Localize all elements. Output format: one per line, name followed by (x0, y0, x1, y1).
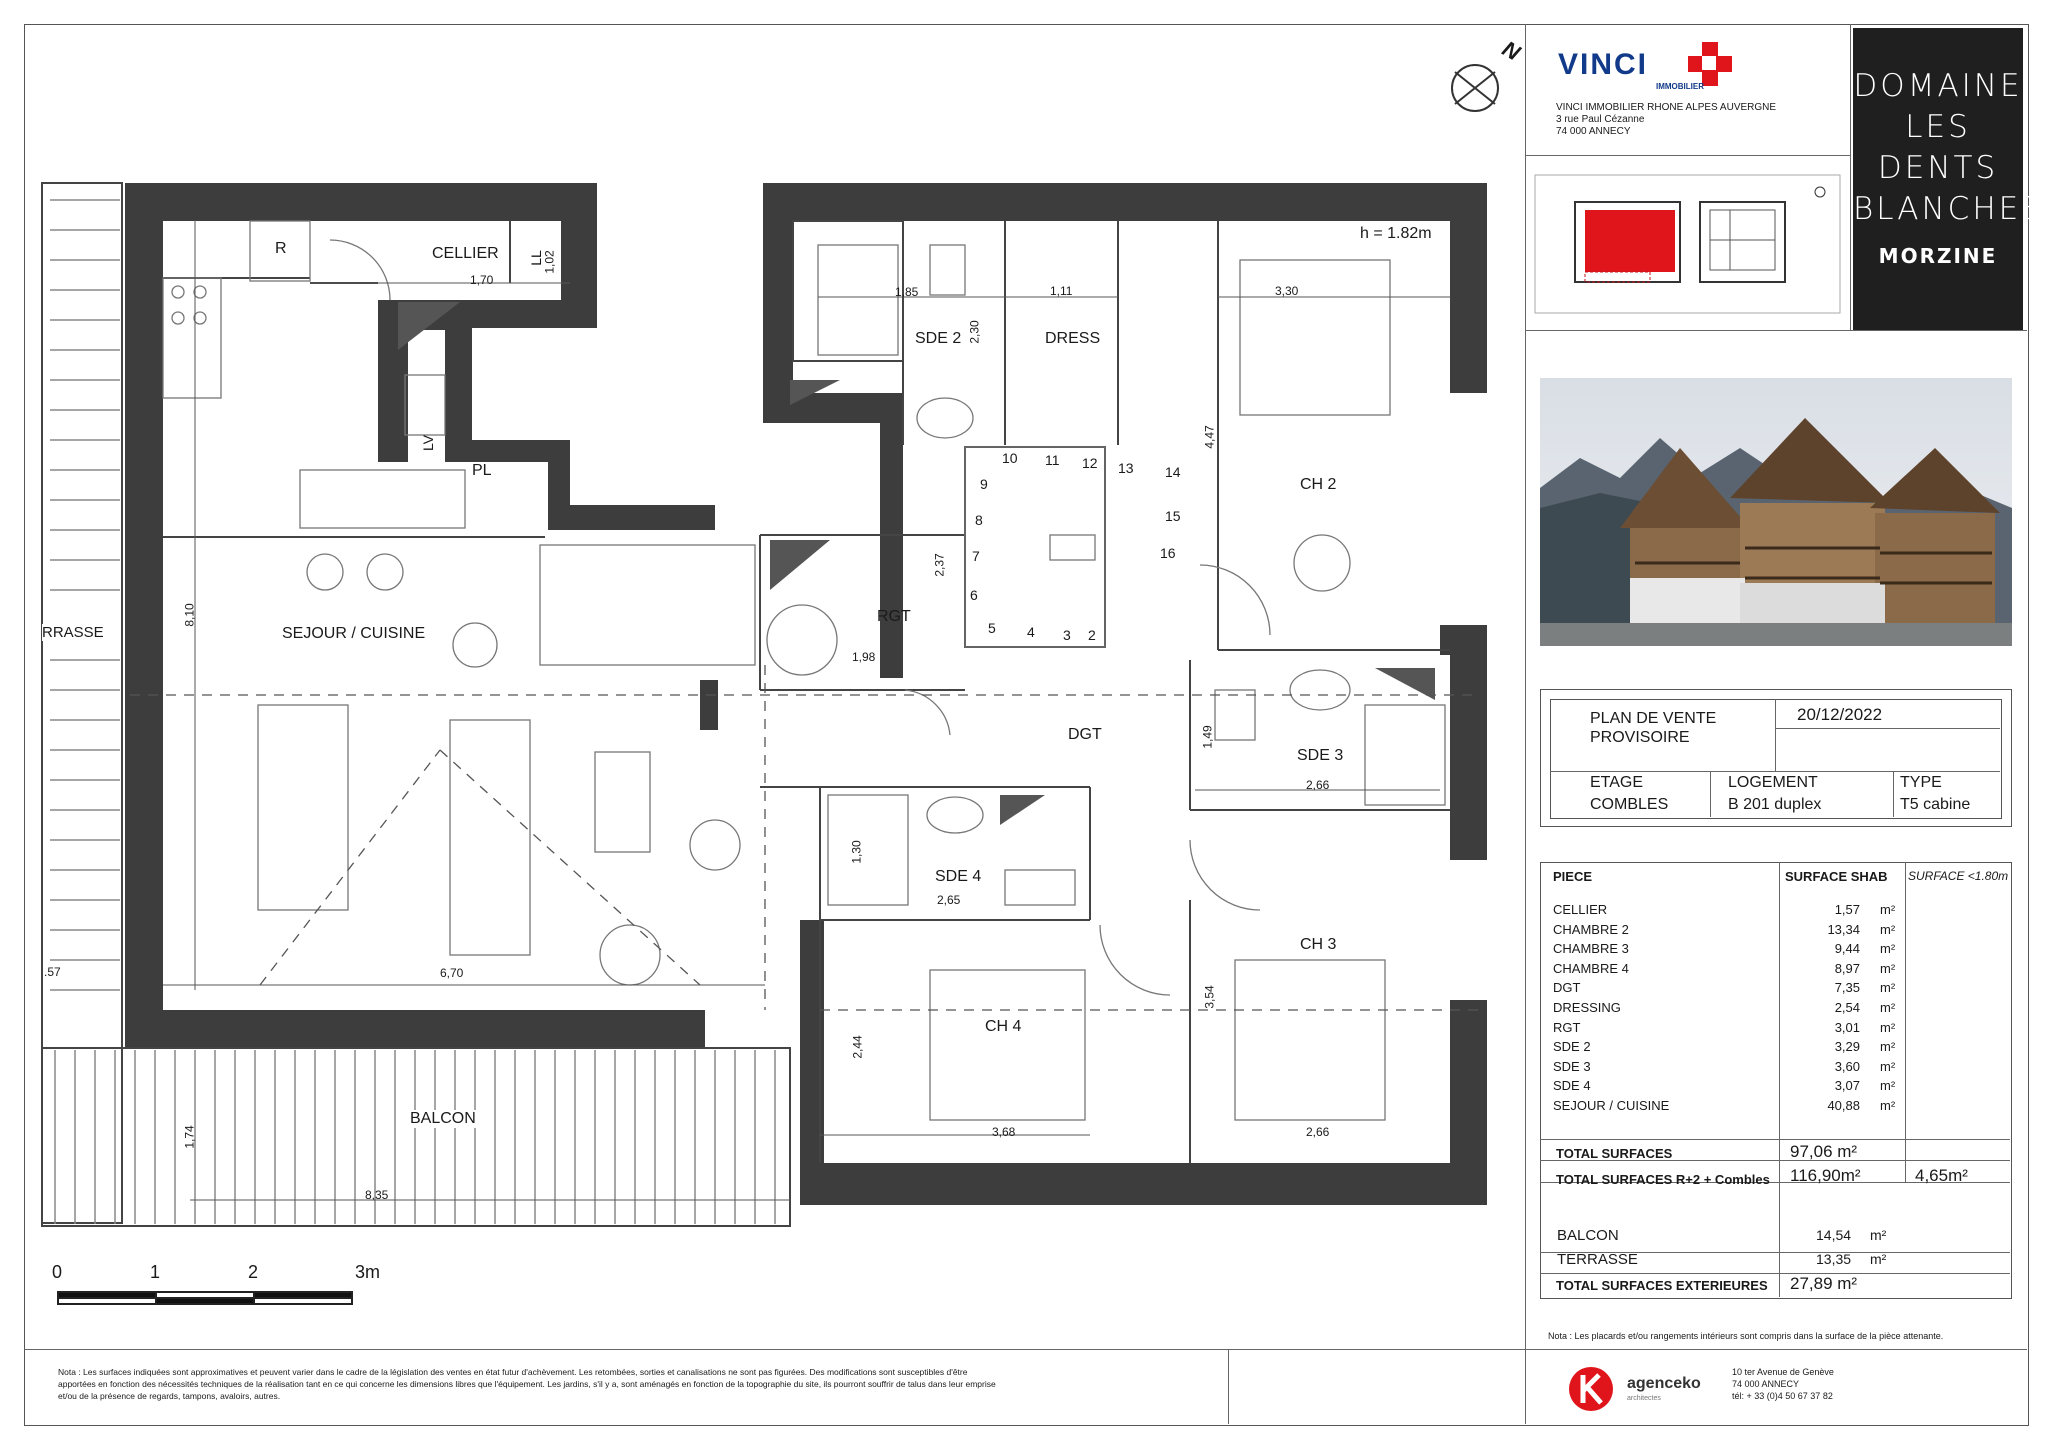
terrasse-unit: m² (1870, 1251, 1887, 1267)
footer-split (1228, 1349, 1229, 1424)
surfaces-col-line (1905, 862, 1906, 1182)
stair-step-number: 14 (1165, 464, 1181, 480)
scale-label: 1 (150, 1262, 161, 1282)
surface-room-value: 9,44 (1834, 941, 1860, 957)
surfaces-header-low: SURFACE <1.80m (1908, 869, 2009, 883)
type-label: TYPE (1900, 774, 1942, 791)
surface-room-value: 3,01 (1834, 1019, 1860, 1035)
cupboard-note: Nota : Les placards et/ou rangements intérieurs sont compris dans la surface de la pièce attenante. (1548, 1331, 1944, 1341)
room-label-dgt: DGT (1068, 726, 1102, 743)
developer-address-line: 3 rue Paul Cézanne (1556, 114, 1645, 125)
stair-step-number: 15 (1165, 508, 1181, 524)
stair-step-number: 7 (972, 548, 980, 564)
surface-room-unit: m² (1880, 1058, 1896, 1074)
surface-room-value: 1,57 (1834, 902, 1860, 917)
stair-step-number: 16 (1160, 545, 1176, 561)
dim-label: 3,68 (992, 1125, 1016, 1139)
surface-room-unit: m² (1880, 1078, 1896, 1094)
vinci-logo (1558, 48, 1704, 91)
room-label-sejour: SEJOUR / CUISINE (282, 625, 426, 642)
floor-value: COMBLES (1590, 796, 1669, 813)
surface-room-unit: m² (1880, 1039, 1896, 1055)
dim-label: 1,74 (182, 1125, 197, 1149)
vinci-cross-icon (1686, 42, 1734, 86)
surface-room-name: DGT (1553, 980, 1581, 996)
surfaces-header-room: PIECE (1553, 869, 1593, 884)
sale-plan-date-line (1775, 728, 2000, 729)
surface-room-unit: m² (1880, 902, 1896, 917)
stair-step-number: 12 (1082, 455, 1098, 471)
dim-label: 1,11 (1050, 284, 1073, 298)
dim-label: 8,35 (365, 1188, 389, 1202)
dim-label: 1,98 (852, 650, 876, 664)
balcon-value: 14,54 (1816, 1227, 1852, 1243)
room-label-rgt: RGT (877, 608, 911, 625)
stair-step-number: 4 (1027, 624, 1035, 640)
architect-address-line: tél: + 33 (0)4 50 67 37 82 (1732, 1391, 1833, 1401)
scale-label: 0 (52, 1262, 63, 1282)
surface-room-value: 2,54 (1834, 1000, 1860, 1015)
surface-room-name: CHAMBRE 4 (1553, 960, 1629, 976)
north-arrow (1452, 65, 1498, 111)
ceiling-height-note: h = 1.82m (1360, 225, 1432, 242)
floor-label: ETAGE (1590, 774, 1644, 791)
vinci-logo-text: VINCI (1558, 48, 1649, 81)
stair-step-number: 5 (988, 620, 996, 636)
room-label-ch4: CH 4 (985, 1018, 1022, 1035)
sale-plan-row-line (1550, 771, 2000, 772)
room-label-dress: DRESS (1045, 330, 1101, 347)
architect-address-line: 74 000 ANNECY (1732, 1379, 1800, 1389)
dim-label: 2,66 (1306, 778, 1330, 792)
sale-plan-col-line (1893, 771, 1894, 817)
developer-address-line: VINCI IMMOBILIER RHONE ALPES AUVERGNE (1556, 102, 1777, 113)
dim-label: 4,47 (1202, 425, 1217, 449)
building-rendering (1540, 378, 2012, 646)
scale-label: 2 (248, 1262, 259, 1282)
dim-label: 1,70 (470, 273, 494, 287)
sale-plan-title: PLAN DE VENTE (1590, 710, 1717, 727)
surfaces-col-line (1779, 862, 1780, 1297)
surfaces-row-line (1540, 1273, 2010, 1274)
agenceko-logo-icon (1567, 1365, 1615, 1413)
project-name-line: BLANCHES (1853, 191, 2044, 227)
architect-address-line: 10 ter Avenue de Genève (1732, 1367, 1834, 1377)
surface-room-value: 13,34 (1827, 921, 1860, 937)
thumb-row-divider (1525, 330, 2027, 331)
project-name-line: DOMAINE (1853, 68, 2023, 104)
project-name-line: LES DENTS (1877, 109, 1999, 186)
surface-room-unit: m² (1880, 980, 1896, 996)
ext-surfaces-label: TOTAL SURFACES EXTERIEURES (1556, 1278, 1768, 1293)
terrasse-label: TERRASSE (1557, 1251, 1638, 1268)
location-key-plan (1530, 170, 1848, 320)
disclaimer-line: et/ou de la présence de regards, tampons, avaloirs, autres. (58, 1391, 281, 1401)
shafts (398, 302, 1435, 825)
surface-room-unit: m² (1880, 1019, 1896, 1035)
surfaces-header-shab: SURFACE SHAB (1785, 869, 1888, 884)
stair-step-number: 3 (1063, 627, 1071, 643)
terrasse-value: 13,35 (1816, 1251, 1852, 1267)
scale-bar (58, 1292, 352, 1304)
surface-room-name: CELLIER (1553, 902, 1608, 917)
scale-label: 3m (355, 1262, 381, 1282)
dim-label: .57 (44, 965, 61, 979)
balcon-unit: m² (1870, 1227, 1887, 1243)
surface-room-unit: m² (1880, 1000, 1896, 1015)
balcon-label: BALCON (1557, 1227, 1619, 1244)
sale-plan-title: PROVISOIRE (1590, 729, 1690, 746)
type-value: T5 cabine (1900, 796, 1971, 813)
room-label-sde3: SDE 3 (1297, 747, 1344, 764)
surface-room-value: 3,60 (1834, 1058, 1860, 1074)
dim-label: 3,30 (1275, 284, 1299, 298)
dim-label: 2,44 (850, 1035, 865, 1059)
mountain-divider (1850, 24, 1851, 330)
surface-room-value: 3,29 (1834, 1039, 1860, 1055)
room-label-sde4: SDE 4 (935, 868, 982, 885)
room-label-ch3: CH 3 (1300, 936, 1337, 953)
stair-step-number: 11 (1045, 452, 1060, 468)
surface-room-unit: m² (1880, 921, 1896, 937)
unit-value: B 201 duplex (1728, 796, 1822, 813)
room-label-lv: LV (420, 434, 437, 452)
project-brand-block (1853, 28, 2044, 330)
dim-label: 1,02 (542, 250, 557, 274)
architect-sub: architectes (1627, 1395, 1661, 1402)
room-label-r: R (275, 240, 287, 257)
stair-step-number: 2 (1088, 627, 1096, 643)
sale-plan-date: 20/12/2022 (1797, 705, 1883, 724)
footer-divider (24, 1349, 2027, 1350)
surface-room-value: 40,88 (1827, 1098, 1860, 1113)
surface-room-value: 8,97 (1834, 960, 1860, 976)
room-label-cellier: CELLIER (432, 245, 499, 262)
north-label: N (1498, 35, 1525, 66)
developer-address-line: 74 000 ANNECY (1556, 126, 1631, 137)
stair-step-number: 8 (975, 512, 983, 528)
total-r2-value: 116,90m² (1790, 1166, 1861, 1185)
ext-surfaces-value: 27,89 m² (1790, 1274, 1858, 1293)
disclaimer-line: apportées en fonction des nécessités techniques de la réalisation tant en ce qui concerne les dimensions libres que l'équipement. Les jardins, s'il y a, sont aménagés en fonction de la topographie du site, ils pourront souffrir de talus dans leur emprise (58, 1379, 996, 1389)
surface-room-value: 3,07 (1834, 1078, 1860, 1094)
unit-label: LOGEMENT (1728, 774, 1818, 791)
stair-step-number: 6 (970, 587, 978, 603)
logo-row-divider (1525, 155, 1850, 156)
room-label-sde2: SDE 2 (915, 330, 962, 347)
room-label-ch2: CH 2 (1300, 476, 1337, 493)
dim-label: 1,49 (1200, 725, 1215, 749)
total-r2-low-value: 4,65m² (1915, 1166, 1968, 1185)
surface-room-unit: m² (1880, 960, 1896, 976)
room-label-terrasse: RRASSE (42, 624, 104, 641)
total-surfaces-value: 97,06 m² (1790, 1142, 1858, 1161)
total-r2-label: TOTAL SURFACES R+2 + Combles (1556, 1172, 1770, 1187)
surface-room-name: CHAMBRE 2 (1553, 921, 1629, 937)
surface-room-value: 7,35 (1834, 980, 1860, 996)
surface-room-name: SDE 3 (1553, 1058, 1591, 1074)
surface-room-unit: m² (1880, 1098, 1896, 1113)
dim-label: 2,66 (1306, 1125, 1330, 1139)
walls (125, 183, 1487, 1205)
surfaces-row-line (1540, 1139, 2010, 1140)
stair-step-number: 13 (1118, 460, 1134, 476)
surface-room-name: SEJOUR / CUISINE (1553, 1098, 1670, 1113)
dim-label: 2,65 (937, 893, 961, 907)
total-surfaces-label: TOTAL SURFACES (1556, 1146, 1673, 1161)
stair-step-number: 10 (1002, 450, 1018, 466)
dim-label: 3,54 (1202, 985, 1217, 1009)
room-label-ll: LL (527, 250, 544, 266)
dim-label: 1,85 (895, 285, 919, 299)
architect-name: agenceko (1627, 1375, 1701, 1392)
sale-plan-col-line (1710, 771, 1711, 817)
surface-room-name: SDE 4 (1553, 1078, 1591, 1094)
project-town: MORZINE (1878, 244, 1998, 268)
surface-room-name: CHAMBRE 3 (1553, 941, 1629, 957)
surface-room-name: DRESSING (1553, 1000, 1621, 1015)
disclaimer-line: Nota : Les surfaces indiquées sont approximatives et peuvent varier dans le cadre de la législation des ventes en état futur d'achèvement. Les retombées, sorties et canalisations ne sont pas figurées. Des modifications sont susceptibles d'être (58, 1367, 968, 1377)
dim-label: 2,30 (967, 320, 982, 344)
dim-label: 8,10 (182, 603, 197, 627)
title-block-divider (1525, 24, 1526, 1424)
surface-room-name: SDE 2 (1553, 1039, 1591, 1055)
sale-plan-col-line (1775, 699, 1776, 771)
room-label-balcon: BALCON (410, 1110, 476, 1127)
stair-step-number: 9 (980, 476, 988, 492)
vinci-logo-sub: IMMOBILIER (1656, 82, 1704, 91)
surface-room-unit: m² (1880, 941, 1896, 957)
dim-label: 2,37 (932, 553, 947, 577)
room-label-pl: PL (472, 462, 492, 479)
surface-room-name: RGT (1553, 1019, 1581, 1035)
dim-label: 1,30 (849, 840, 864, 864)
dim-label: 6,70 (440, 966, 464, 980)
